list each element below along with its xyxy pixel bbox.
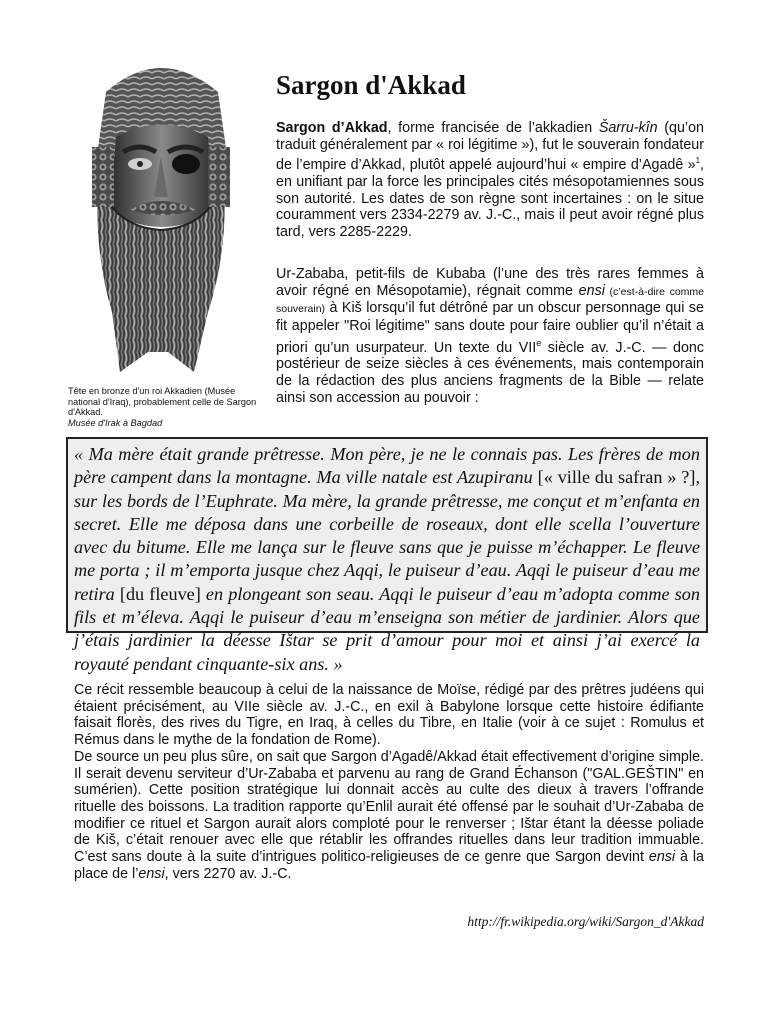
intro-text-2: (qu’on traduit généralement par « roi légitime »), fut le souverain fondateur de l’empire d’Akkad, plutôt appelé aujourd’hui « empire d’Agadê » <box>276 120 705 174</box>
para2-small-note: (c’est-à-dire comme souverain) <box>276 285 705 316</box>
para2-ensi: ensi <box>578 282 605 299</box>
footnote-marker: 1 <box>695 156 701 166</box>
closing-ensi-1: ensi <box>648 849 676 866</box>
closing-ensi-2: ensi <box>138 865 165 882</box>
closing-paragraph-2 <box>74 749 704 883</box>
second-paragraph <box>276 266 704 406</box>
closing-text-3: , vers 2270 av. J.-C. <box>164 865 292 882</box>
caption-text: Tête en bronze d'un roi Akkadien (Musée national d'Iraq), probablement celle de Sargon d'Akkad. <box>68 386 257 418</box>
para2-text-3: siècle av. J.-C. — donc postérieur de seize siècles à ces événements, mais contemporain de la rédaction des plus anciens fragments de la Bible — relate ainsi son accession au pouvoir : <box>276 339 704 406</box>
source-link[interactable]: http://fr.wikipedia.org/wiki/Sargon_d'Akkad <box>467 914 704 929</box>
intro-paragraph <box>276 120 704 241</box>
quote-part-2: , sur les bords de l’Euphrate. Ma mère, la grande prêtresse, me conçut et m’enfanta en secret. Elle me déposa dans une corbeille de roseaux, dont elle scella l’ouverture avec du bitume. Elle me lança sur le fleuve sans que je puisse m’échapper. Le fleuve me porta ; il m’emporta jusque chez Aqqi, le puiseur d’eau. Aqqi le puiseur d’eau me retira <box>74 467 700 604</box>
para2-superscript: e <box>536 337 542 348</box>
quote-box <box>66 437 708 674</box>
page-title: Sargon d'Akkad <box>276 70 466 100</box>
intro-text-3: , en unifiant par la force les principales cités mésopotamiennes sous son autorité. Les dates de son règne sont incertaines : on le situe couramment vers 2334-2279 av. J.-C., mais il peut avoir régné plus tard, vers 2285-2229. <box>276 157 704 240</box>
quote-gloss-2: [du fleuve] <box>119 583 201 604</box>
image-caption <box>68 386 268 428</box>
quote-part-1: « Ma mère était grande prêtresse. Mon père, je ne le connais pas. Les frères de mon père campent dans la montagne. Ma ville natale est Azupiranu <box>74 444 700 488</box>
intro-name: Sargon d’Akkad <box>276 120 388 136</box>
quote-part-3: en plongeant son seau. Aqqi le puiseur d’eau m’adopta comme son fils et m’éleva. Aqqi le puiseur d’eau m’enseigna son métier de jardinier. Alors que j’étais jardinier la déesse Ištar se prit d’amour pour moi et ainsi j’ai exercé la royauté pendant cinquante-six ans. » <box>74 583 700 674</box>
intro-text-1: , forme francisée de l’akkadien <box>387 120 599 136</box>
intro-akkadian-name: Šarru-kîn <box>598 120 658 136</box>
para2-text-2: à Kiš lorsqu’il fut détrôné par un obscur personnage qui se fit appeler "Roi légitime" sans doute pour faire oublier qu’il n’était a priori qu’un usurpateur. Un texte du VII <box>276 300 704 356</box>
para2-text-1: Ur-Zababa, petit-fils de Kubaba (l’une des très rares femmes à avoir régné en Mésopotamie), régnait comme <box>276 266 704 299</box>
closing-text-2: à la place de l’ <box>74 849 704 882</box>
closing-text-1: De source un peu plus sûre, on sait que Sargon d’Agadê/Akkad était effectivement d’origine simple. Il serait devenu serviteur d’Ur-Zababa et parvenu au rang de Grand Échanson ("GAL.GEŠTIN" en sumérien). Cette position stratégique lui donnait accès au culte des dieux à travers l’offrande rituelle des boissons. La tradition rapporte qu’Enlil aurait été offensé par le souhait d’Ur-Zababa de modifier ce rituel et Sargon aurait alors comploté pour le renverser ; Ištar étant la déesse poliade de Kiš, c’était renouer avec elle que rétablir les offrandes rituelles dans leur tradition immuable. C’est sans doute à la suite d’intrigues politico-religieuses de ce genre que Sargon devint <box>74 748 704 866</box>
caption-museum: Musée d'Irak à Bagdad <box>68 417 163 428</box>
closing-paragraph-1: Ce récit ressemble beaucoup à celui de la naissance de Moïse, rédigé par des prêtres judéens qui étaient précisément, au VIIe siècle av. J.-C., en exil à Babylone lorsque cette histoire édifiante faisait florès, des rives du Tigre, en Iraq, à celles du Tibre, en Italie (voir à ce sujet : Romulus et Rémus dans le mythe de la fondation de Rome). <box>74 682 704 749</box>
sargon-bronze-head-image <box>68 52 254 382</box>
quote-gloss-1: [« ville du safran » ?] <box>537 467 696 488</box>
closing-section <box>74 682 704 882</box>
